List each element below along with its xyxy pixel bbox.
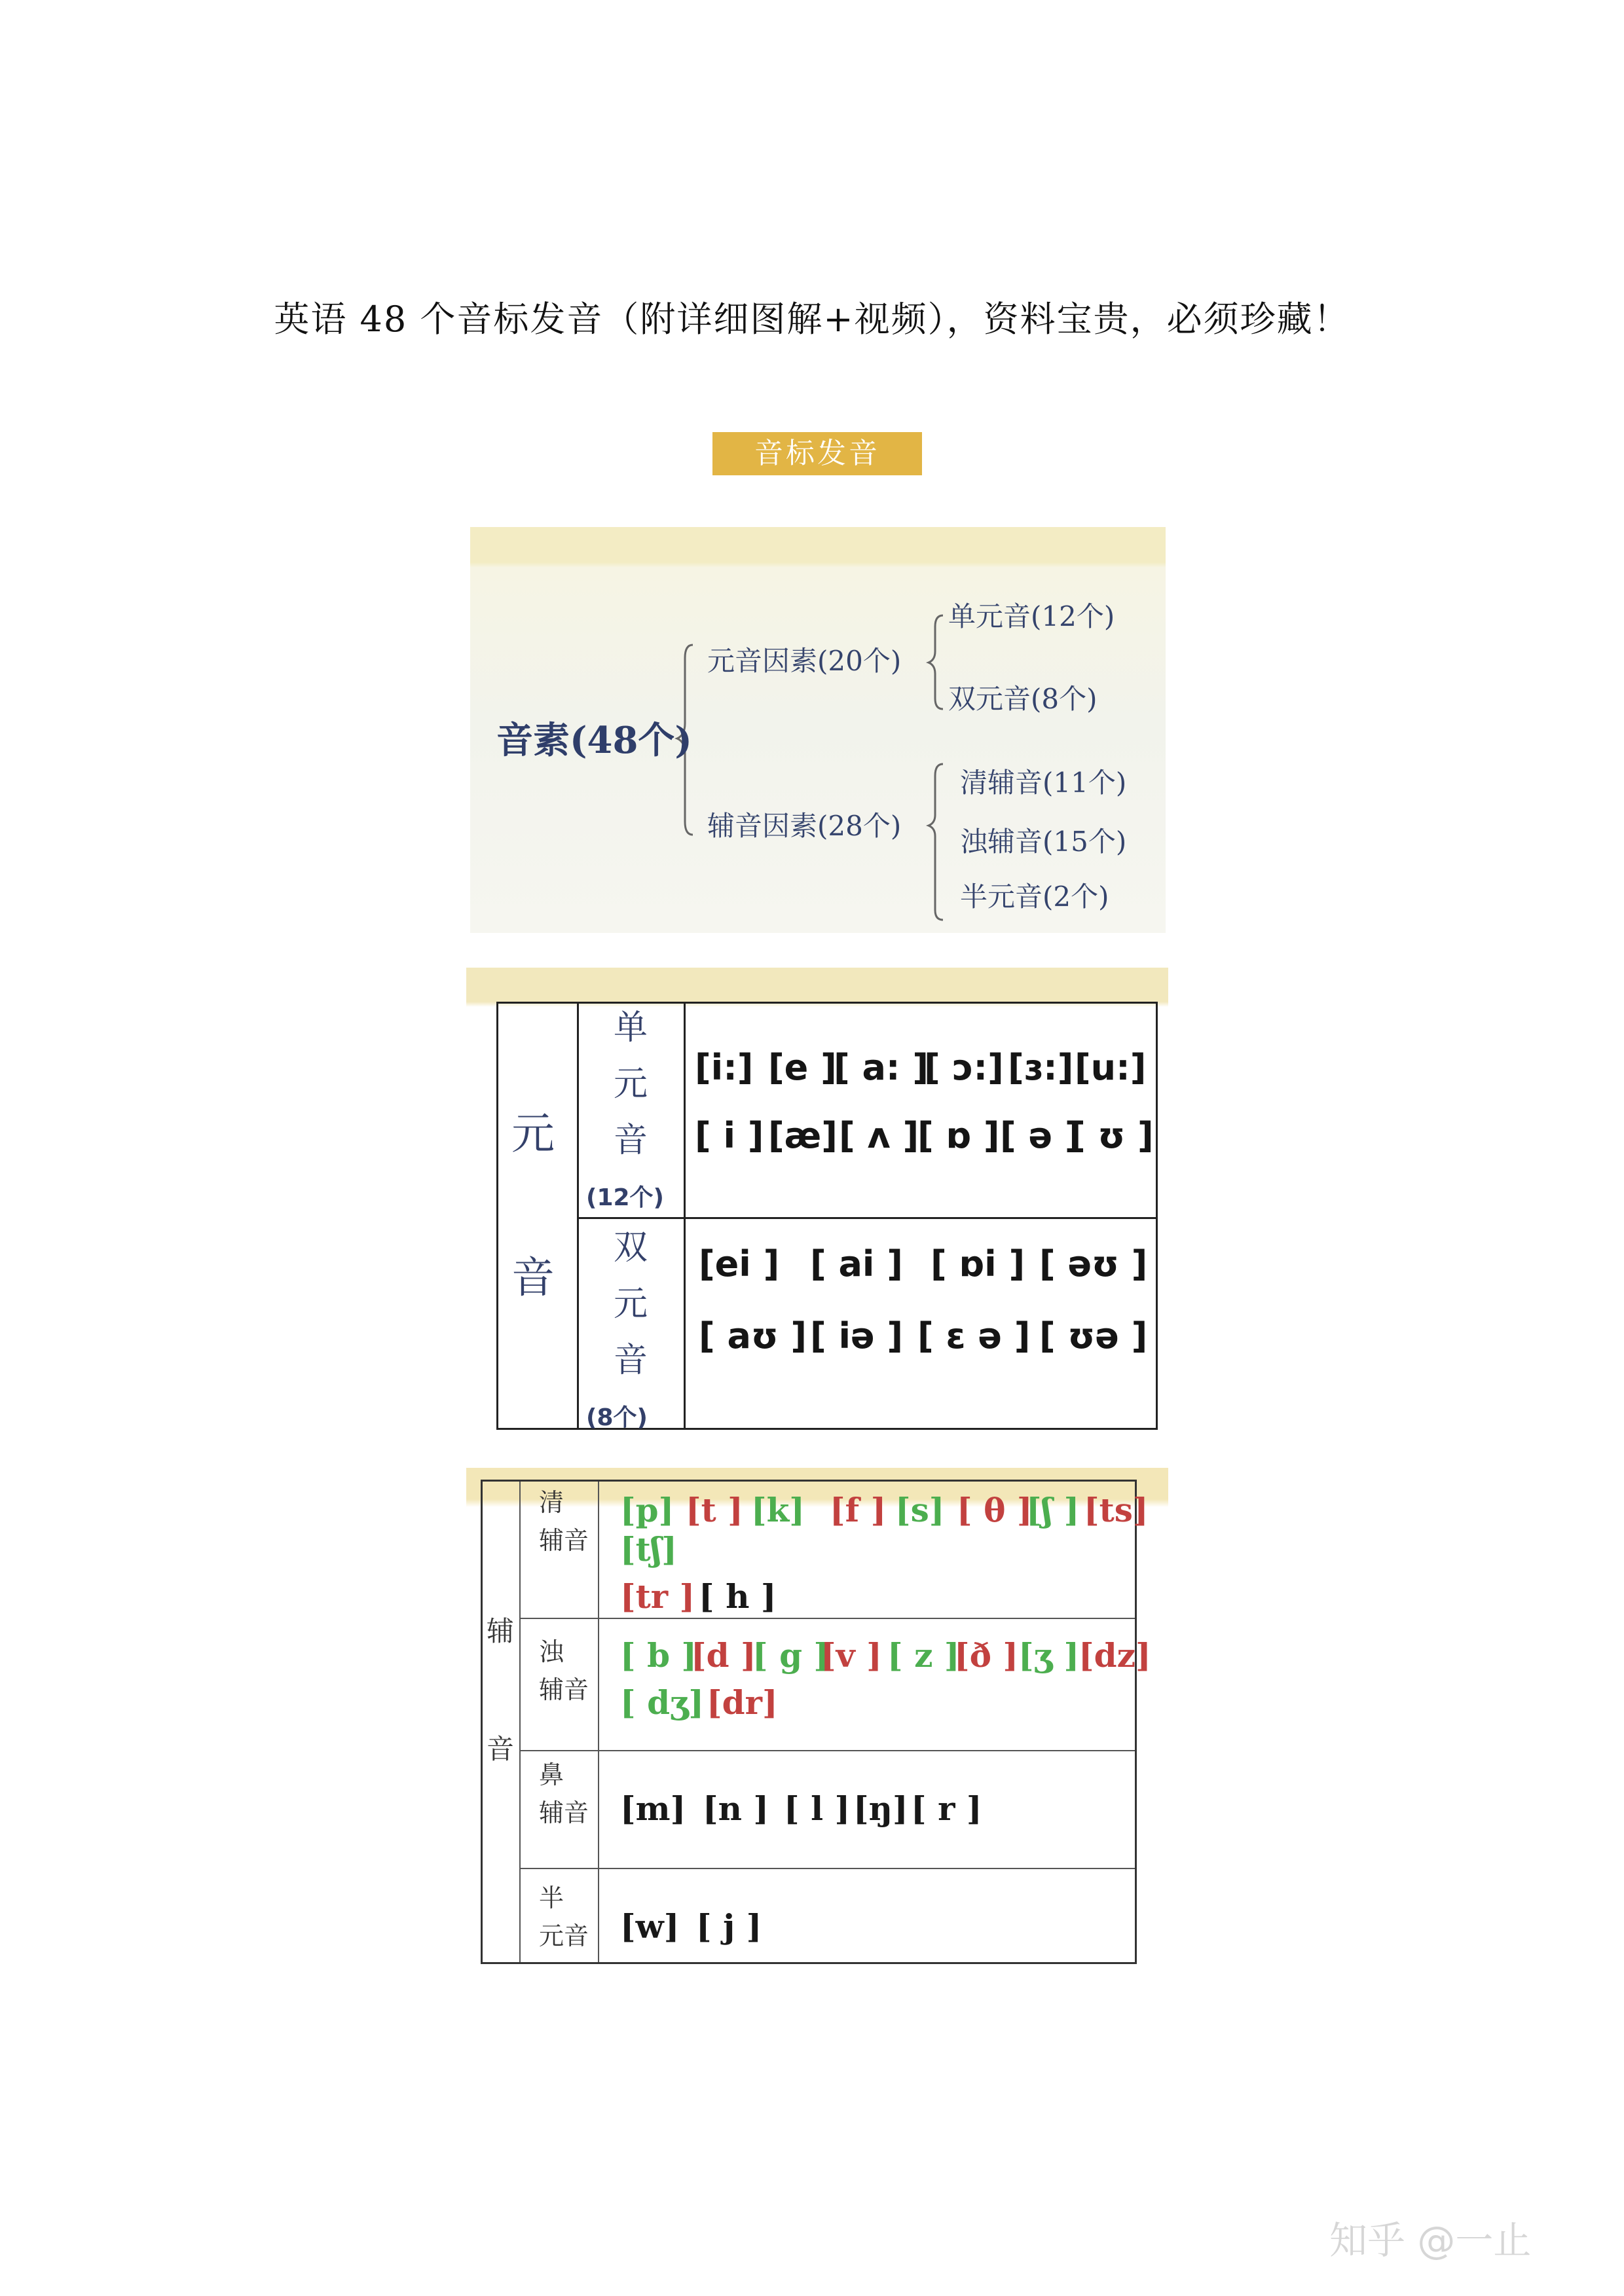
vowel-table — [496, 1002, 1158, 1430]
ipa-symbol: [v ] — [821, 1636, 882, 1675]
ipa-symbol: [ ʊ ] — [1069, 1115, 1154, 1156]
consonant-table — [481, 1480, 1151, 1964]
nasal-label-2: 辅音 — [539, 1798, 589, 1827]
ipa-symbol: [dr] — [707, 1683, 778, 1722]
cons-row-divider-2 — [519, 1750, 1135, 1751]
tree-monophthongs: 单元音(12个) — [948, 600, 1115, 632]
semivowel-label-2: 元音 — [539, 1922, 589, 1950]
ipa-symbol: [ ɒi ] — [931, 1243, 1025, 1285]
tree-consonant-phonemes: 辅音因素(28个) — [707, 810, 902, 842]
vowel-col-divider-1 — [577, 1004, 579, 1428]
vowel-col-divider-2 — [684, 1004, 686, 1428]
ipa-symbol: [ h ] — [699, 1577, 777, 1616]
ipa-symbol: [ŋ] — [853, 1789, 908, 1828]
ipa-symbol: [ j ] — [696, 1907, 762, 1946]
ipa-symbol: [ əʊ ] — [1039, 1243, 1148, 1285]
ipa-symbol: [k] — [751, 1491, 805, 1529]
ipa-symbol: [p] — [620, 1491, 674, 1529]
tree-voiceless: 清辅音(11个) — [960, 767, 1127, 799]
tree-vowel-phonemes: 元音因素(20个) — [707, 645, 902, 677]
ipa-symbol: [ ɔ:] — [924, 1047, 1004, 1088]
monophthong-count: (12个) — [586, 1184, 665, 1211]
ipa-symbol: [ aʊ ] — [699, 1315, 807, 1357]
vowel-table-panel — [466, 968, 1168, 1434]
ipa-symbol: [tr ] — [620, 1577, 695, 1616]
ipa-symbol: [æ] — [768, 1115, 838, 1156]
diphthong-count: (8个) — [586, 1404, 648, 1431]
tree-voiced: 浊辅音(15个) — [960, 826, 1127, 858]
nasal-label-1: 鼻 — [539, 1760, 564, 1789]
monophthong-label-2: 元 — [613, 1065, 648, 1104]
vowel-row-divider — [577, 1217, 1156, 1219]
section-badge: 音标发音 — [712, 432, 922, 475]
phoneme-tree-panel — [470, 527, 1166, 933]
cons-row-divider-1 — [519, 1618, 1135, 1619]
monophthong-label-1: 单 — [613, 1008, 648, 1048]
ipa-symbol: [ g ] — [752, 1636, 830, 1675]
ipa-symbol: [ i ] — [695, 1115, 764, 1156]
ipa-symbol: [ɜ:] — [1008, 1047, 1074, 1088]
cons-col-divider-1 — [519, 1482, 521, 1962]
voiced-label-1: 浊 — [539, 1637, 564, 1666]
diphthong-label-2: 元 — [613, 1285, 648, 1324]
tree-diphthongs: 双元音(8个) — [948, 683, 1098, 715]
ipa-symbol: [e ] — [768, 1047, 837, 1088]
diphthong-label-3: 音 — [613, 1341, 648, 1380]
ipa-symbol: [ b ] — [620, 1636, 697, 1675]
cons-col-divider-2 — [598, 1482, 599, 1962]
ipa-symbol: [ ɒ ] — [917, 1115, 1000, 1156]
voiced-label-2: 辅音 — [539, 1675, 589, 1704]
ipa-symbol: [ iə ] — [810, 1315, 904, 1357]
voiceless-label-1: 清 — [539, 1488, 564, 1517]
diphthong-label-1: 双 — [613, 1228, 648, 1267]
ipa-symbol: [ts] — [1084, 1491, 1149, 1529]
consonant-category-char-1: 辅 — [487, 1615, 515, 1647]
ipa-symbol: [ ʊə ] — [1039, 1315, 1148, 1357]
monophthong-label-3: 音 — [613, 1121, 648, 1160]
ipa-symbol: [ ʌ ] — [839, 1115, 919, 1156]
ipa-symbol: [ a: ] — [834, 1047, 929, 1088]
semivowel-label-1: 半 — [539, 1884, 564, 1912]
ipa-symbol: [ʒ ] — [1018, 1636, 1080, 1675]
ipa-symbol: [f ] — [830, 1491, 887, 1529]
ipa-symbol: [t ] — [686, 1491, 743, 1529]
ipa-symbol: [ r ] — [911, 1789, 982, 1828]
ipa-symbol: [d ] — [691, 1636, 756, 1675]
cons-row-divider-3 — [519, 1868, 1135, 1869]
ipa-symbol: [ l ] — [784, 1789, 851, 1828]
ipa-symbol: [ ə ] — [1000, 1115, 1081, 1156]
ipa-symbol: [tʃ] — [620, 1530, 677, 1569]
vowel-category-char-1: 元 — [511, 1108, 555, 1159]
ipa-symbol: [n ] — [703, 1789, 769, 1828]
ipa-symbol: [ z ] — [887, 1636, 960, 1675]
zhihu-watermark: 知乎 @一止 — [1329, 2218, 1532, 2263]
vowel-category-char-2: 音 — [511, 1252, 555, 1303]
consonant-table-panel — [466, 1468, 1168, 1968]
ipa-symbol: [ ɛ ə ] — [917, 1315, 1031, 1357]
tree-semivowels: 半元音(2个) — [960, 881, 1109, 913]
ipa-symbol: [ dʒ] — [620, 1683, 705, 1722]
ipa-symbol: [ei ] — [699, 1243, 780, 1285]
tree-root: 音素(48个) — [496, 719, 692, 762]
consonant-category-char-2: 音 — [487, 1733, 515, 1765]
ipa-symbol: [w] — [620, 1907, 680, 1946]
document-title: 英语 48 个音标发音（附详细图解+视频），资料宝贵，必须珍藏！ — [274, 299, 1350, 340]
ipa-symbol: [ θ ] — [957, 1491, 1033, 1529]
ipa-symbol: [s] — [895, 1491, 945, 1529]
ipa-symbol: [i:] — [695, 1047, 754, 1088]
ipa-symbol: [ð ] — [954, 1636, 1019, 1675]
ipa-symbol: [dz] — [1079, 1636, 1151, 1675]
ipa-symbol: [ ai ] — [810, 1243, 903, 1285]
ipa-symbol: [u:] — [1075, 1047, 1147, 1088]
voiceless-label-2: 辅音 — [539, 1526, 589, 1555]
ipa-symbol: [ʃ ] — [1026, 1491, 1080, 1529]
ipa-symbol: [m] — [620, 1789, 686, 1828]
